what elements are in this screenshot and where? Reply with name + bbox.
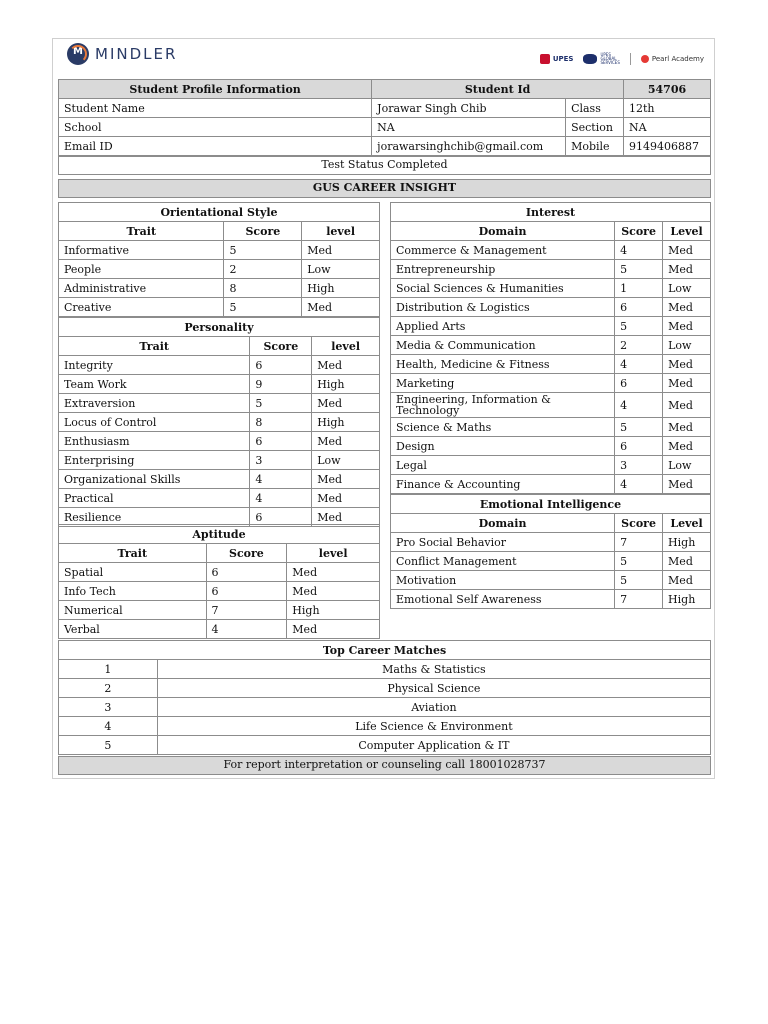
- domain-name: Design: [391, 437, 615, 456]
- emotional-intelligence-table: [390, 494, 711, 609]
- domain-row: [391, 355, 711, 374]
- domain-name: Motivation: [391, 571, 615, 590]
- career-insight-title: GUS CAREER INSIGHT: [58, 179, 711, 198]
- domain-row: [391, 393, 711, 418]
- test-status: Test Status Completed: [58, 156, 711, 175]
- trait-name: Info Tech: [59, 582, 207, 601]
- field-label: School: [59, 118, 372, 137]
- profile-table: [58, 79, 711, 156]
- trait-score: 6: [250, 432, 312, 451]
- domain-row: [391, 317, 711, 336]
- trait-level: Med: [312, 356, 380, 375]
- interest-title: Interest: [391, 203, 711, 222]
- profile-row: [59, 118, 711, 137]
- pearl-academy-logo: Pearl Academy: [641, 55, 704, 63]
- column-header: Domain: [391, 514, 615, 533]
- footer-contact: For report interpretation or counseling call 18001028737: [58, 756, 711, 775]
- upes-global-services-logo: UPES GLOBAL SERVICES: [583, 53, 619, 65]
- domain-name: Science & Maths: [391, 418, 615, 437]
- domain-score: 7: [615, 533, 663, 552]
- partner-divider: [630, 53, 631, 65]
- personality-table: [58, 317, 380, 527]
- orientational-style-title: Orientational Style: [59, 203, 380, 222]
- trait-row: [59, 620, 380, 639]
- career-row: [59, 698, 711, 717]
- field-label: Class: [566, 99, 624, 118]
- domain-level: Med: [663, 393, 711, 418]
- domain-name: Engineering, Information & Technology: [391, 393, 615, 418]
- trait-name: People: [59, 260, 224, 279]
- aptitude-table: [58, 524, 380, 639]
- domain-level: Low: [663, 279, 711, 298]
- domain-score: 5: [615, 571, 663, 590]
- domain-score: 1: [615, 279, 663, 298]
- career-row: [59, 679, 711, 698]
- trait-row: [59, 432, 380, 451]
- domain-name: Health, Medicine & Fitness: [391, 355, 615, 374]
- trait-level: Med: [287, 620, 380, 639]
- upes-logo: UPES: [540, 54, 574, 64]
- trait-name: Team Work: [59, 375, 250, 394]
- domain-name: Distribution & Logistics: [391, 298, 615, 317]
- trait-score: 5: [224, 298, 302, 317]
- domain-level: High: [663, 590, 711, 609]
- domain-row: [391, 533, 711, 552]
- domain-row: [391, 475, 711, 494]
- column-header: Level: [663, 222, 711, 241]
- trait-row: [59, 470, 380, 489]
- column-header: Domain: [391, 222, 615, 241]
- trait-name: Organizational Skills: [59, 470, 250, 489]
- mindler-logo-icon: M: [67, 43, 89, 65]
- domain-level: Med: [663, 475, 711, 494]
- trait-level: Med: [312, 508, 380, 527]
- domain-level: Med: [663, 552, 711, 571]
- career-rank: 3: [59, 698, 158, 717]
- trait-name: Verbal: [59, 620, 207, 639]
- trait-level: Med: [302, 298, 380, 317]
- trait-name: Spatial: [59, 563, 207, 582]
- career-matches-title: Top Career Matches: [59, 641, 711, 660]
- column-header: Score: [615, 514, 663, 533]
- domain-score: 5: [615, 260, 663, 279]
- profile-header-row: [59, 80, 711, 99]
- domain-row: [391, 571, 711, 590]
- trait-row: [59, 356, 380, 375]
- trait-name: Enterprising: [59, 451, 250, 470]
- career-name: Aviation: [157, 698, 710, 717]
- trait-name: Resilience: [59, 508, 250, 527]
- trait-row: [59, 394, 380, 413]
- aptitude-title: Aptitude: [59, 525, 380, 544]
- career-row: [59, 736, 711, 755]
- trait-row: [59, 451, 380, 470]
- partner-logos: [540, 53, 704, 65]
- domain-level: Med: [663, 571, 711, 590]
- trait-score: 6: [206, 563, 287, 582]
- emotional-intelligence-title: Emotional Intelligence: [391, 495, 711, 514]
- trait-row: [59, 413, 380, 432]
- domain-level: Med: [663, 418, 711, 437]
- domain-level: Med: [663, 260, 711, 279]
- domain-score: 4: [615, 393, 663, 418]
- class-value: 12th: [624, 99, 711, 118]
- domain-name: Finance & Accounting: [391, 475, 615, 494]
- trait-score: 8: [250, 413, 312, 432]
- personality-title: Personality: [59, 318, 380, 337]
- domain-row: [391, 241, 711, 260]
- trait-score: 6: [206, 582, 287, 601]
- trait-row: [59, 375, 380, 394]
- globe-icon: [583, 54, 597, 64]
- column-header: Score: [615, 222, 663, 241]
- domain-row: [391, 279, 711, 298]
- trait-score: 8: [224, 279, 302, 298]
- field-label: Email ID: [59, 137, 372, 156]
- profile-row: [59, 99, 711, 118]
- career-row: [59, 717, 711, 736]
- domain-score: 4: [615, 355, 663, 374]
- trait-level: High: [312, 375, 380, 394]
- domain-score: 5: [615, 317, 663, 336]
- domain-name: Conflict Management: [391, 552, 615, 571]
- interest-table: [390, 202, 711, 494]
- career-name: Maths & Statistics: [157, 660, 710, 679]
- field-label: Mobile: [566, 137, 624, 156]
- domain-name: Emotional Self Awareness: [391, 590, 615, 609]
- trait-level: High: [302, 279, 380, 298]
- career-name: Computer Application & IT: [157, 736, 710, 755]
- trait-name: Enthusiasm: [59, 432, 250, 451]
- trait-level: Med: [312, 470, 380, 489]
- career-row: [59, 660, 711, 679]
- trait-row: [59, 260, 380, 279]
- domain-name: Social Sciences & Humanities: [391, 279, 615, 298]
- trait-level: Low: [312, 451, 380, 470]
- career-rank: 1: [59, 660, 158, 679]
- domain-score: 5: [615, 552, 663, 571]
- domain-name: Media & Communication: [391, 336, 615, 355]
- trait-name: Extraversion: [59, 394, 250, 413]
- column-header: Score: [206, 544, 287, 563]
- domain-score: 7: [615, 590, 663, 609]
- trait-row: [59, 563, 380, 582]
- column-header: Trait: [59, 222, 224, 241]
- section-value: NA: [624, 118, 711, 137]
- student-name-value: Jorawar Singh Chib: [372, 99, 566, 118]
- domain-name: Applied Arts: [391, 317, 615, 336]
- column-header: Level: [663, 514, 711, 533]
- trait-level: Med: [302, 241, 380, 260]
- domain-score: 2: [615, 336, 663, 355]
- domain-score: 4: [615, 241, 663, 260]
- mobile-value: 9149406887: [624, 137, 711, 156]
- domain-level: Med: [663, 437, 711, 456]
- trait-level: High: [287, 601, 380, 620]
- domain-name: Entrepreneurship: [391, 260, 615, 279]
- report-page: [52, 38, 715, 779]
- trait-level: Med: [287, 563, 380, 582]
- domain-row: [391, 552, 711, 571]
- upes-icon: [540, 54, 550, 64]
- domain-score: 6: [615, 437, 663, 456]
- mindler-logo: [67, 43, 177, 65]
- column-header: level: [302, 222, 380, 241]
- domain-name: Pro Social Behavior: [391, 533, 615, 552]
- domain-row: [391, 437, 711, 456]
- report-header: [53, 39, 714, 77]
- trait-row: [59, 601, 380, 620]
- trait-level: Med: [287, 582, 380, 601]
- trait-level: Med: [312, 489, 380, 508]
- trait-name: Creative: [59, 298, 224, 317]
- trait-row: [59, 298, 380, 317]
- trait-score: 4: [206, 620, 287, 639]
- domain-row: [391, 298, 711, 317]
- pearl-icon: [641, 55, 649, 63]
- career-rank: 2: [59, 679, 158, 698]
- profile-title: Student Profile Information: [59, 80, 372, 99]
- domain-row: [391, 418, 711, 437]
- domain-row: [391, 456, 711, 475]
- trait-score: 5: [250, 394, 312, 413]
- column-header: Score: [250, 337, 312, 356]
- column-header: level: [312, 337, 380, 356]
- trait-level: High: [312, 413, 380, 432]
- trait-row: [59, 489, 380, 508]
- column-header: level: [287, 544, 380, 563]
- domain-score: 5: [615, 418, 663, 437]
- trait-name: Locus of Control: [59, 413, 250, 432]
- trait-name: Numerical: [59, 601, 207, 620]
- trait-row: [59, 279, 380, 298]
- column-header: Score: [224, 222, 302, 241]
- trait-name: Integrity: [59, 356, 250, 375]
- domain-row: [391, 590, 711, 609]
- domain-score: 6: [615, 374, 663, 393]
- domain-level: Med: [663, 298, 711, 317]
- trait-score: 9: [250, 375, 312, 394]
- column-header: Trait: [59, 337, 250, 356]
- trait-score: 4: [250, 489, 312, 508]
- domain-row: [391, 374, 711, 393]
- domain-score: 4: [615, 475, 663, 494]
- field-label: Section: [566, 118, 624, 137]
- domain-name: Commerce & Management: [391, 241, 615, 260]
- domain-name: Legal: [391, 456, 615, 475]
- domain-level: Low: [663, 336, 711, 355]
- trait-name: Practical: [59, 489, 250, 508]
- domain-level: Med: [663, 317, 711, 336]
- career-name: Life Science & Environment: [157, 717, 710, 736]
- trait-score: 2: [224, 260, 302, 279]
- domain-level: Med: [663, 374, 711, 393]
- career-name: Physical Science: [157, 679, 710, 698]
- trait-score: 4: [250, 470, 312, 489]
- domain-score: 6: [615, 298, 663, 317]
- trait-score: 5: [224, 241, 302, 260]
- career-rank: 5: [59, 736, 158, 755]
- orientational-style-table: [58, 202, 380, 317]
- student-id-label: Student Id: [372, 80, 624, 99]
- trait-score: 6: [250, 356, 312, 375]
- domain-level: Med: [663, 355, 711, 374]
- trait-score: 7: [206, 601, 287, 620]
- brand-name: MINDLER: [95, 45, 178, 63]
- trait-name: Administrative: [59, 279, 224, 298]
- profile-row: [59, 137, 711, 156]
- domain-score: 3: [615, 456, 663, 475]
- trait-row: [59, 582, 380, 601]
- domain-name: Marketing: [391, 374, 615, 393]
- trait-level: Med: [312, 394, 380, 413]
- field-label: Student Name: [59, 99, 372, 118]
- domain-level: Low: [663, 456, 711, 475]
- column-header: Trait: [59, 544, 207, 563]
- trait-level: Med: [312, 432, 380, 451]
- trait-level: Low: [302, 260, 380, 279]
- career-matches-table: [58, 640, 711, 755]
- domain-row: [391, 260, 711, 279]
- email-value: jorawarsinghchib@gmail.com: [372, 137, 566, 156]
- trait-score: 6: [250, 508, 312, 527]
- domain-level: Med: [663, 241, 711, 260]
- trait-score: 3: [250, 451, 312, 470]
- school-value: NA: [372, 118, 566, 137]
- domain-level: High: [663, 533, 711, 552]
- domain-row: [391, 336, 711, 355]
- trait-row: [59, 241, 380, 260]
- student-id-value: 54706: [624, 80, 711, 99]
- career-rank: 4: [59, 717, 158, 736]
- trait-name: Informative: [59, 241, 224, 260]
